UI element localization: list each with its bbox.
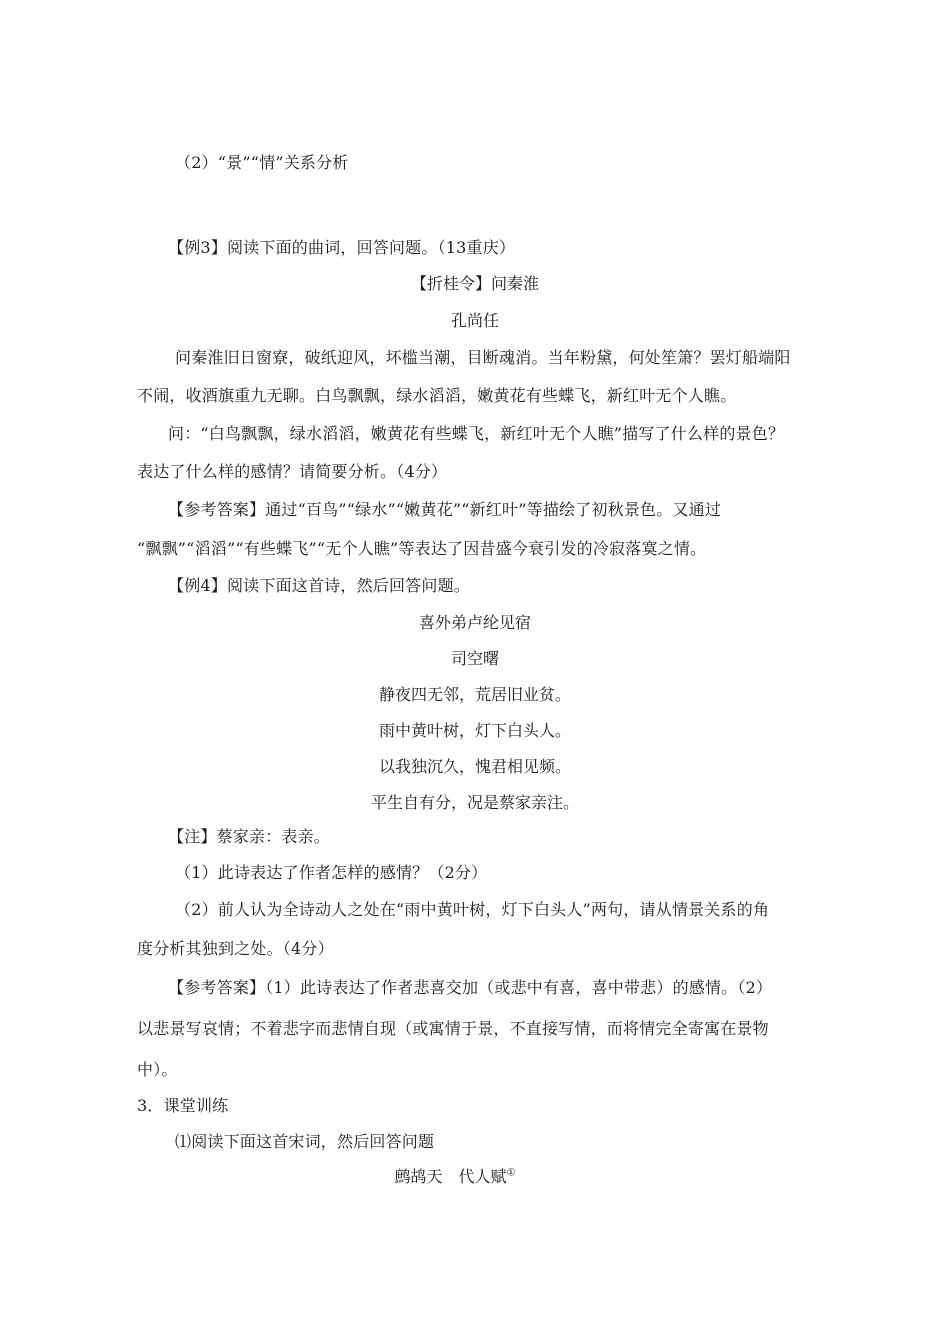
example4-question1: （1）此诗表达了作者怎样的感情？（2分） — [175, 863, 488, 882]
example3-author: 孔尚任 — [450, 311, 499, 330]
example4-intro: 【例4】阅读下面这首诗，然后回答问题。 — [168, 576, 470, 595]
example4-answer-line1: 【参考答案】（1）此诗表达了作者悲喜交加（或悲中有喜，喜中带悲）的感情。（2） — [168, 978, 773, 997]
example4-title: 喜外弟卢纶见宿 — [418, 613, 531, 632]
example3-answer-line2: “飘飘”“滔滔”“有些蝶飞”“无个人瞧”等表达了因昔盛今衰引发的冷寂落寞之情。 — [137, 539, 707, 558]
poem-title-text: 鹧鸪天 代人赋 — [394, 1167, 507, 1186]
example4-question2-line1: （2）前人认为全诗动人之处在“雨中黄叶树，灯下白头人”两句，请从情景关系的角 — [175, 900, 770, 919]
poem-line: 平生自有分，况是蔡家亲注。 — [370, 793, 579, 812]
footnote-marker: ① — [506, 1167, 516, 1179]
example3-intro: 【例3】阅读下面的曲词，回答问题。（13重庆） — [168, 238, 516, 257]
example3-answer-line1: 【参考答案】通过“百鸟”“绿水”“嫩黄花”“新红叶”等描绘了初秋景色。又通过 — [168, 500, 722, 519]
example3-question-line2: 表达了什么样的感情？请简要分析。（4分） — [137, 462, 448, 481]
example3-text-line1: 问秦淮旧日窗寮，破纸迎风，坏槛当潮，目断魂消。当年粉黛，何处笙箫？罢灯船端阳 — [175, 348, 791, 367]
section3-heading: 3．课堂训练 — [137, 1096, 229, 1115]
example4-answer-line3: 中）。 — [137, 1060, 178, 1079]
section3-item1: ⑴阅读下面这首宋词，然后回答问题 — [175, 1132, 435, 1151]
example4-answer-line2: 以悲景写哀情；不着悲字而悲情自现（或寓情于景，不直接写情，而将情完全寄寓在景物 — [137, 1019, 769, 1038]
poem-line: 以我独沉久，愧君相见频。 — [378, 757, 571, 776]
example4-author: 司空曙 — [450, 649, 499, 668]
example3-question-line1: 问：“白鸟飘飘，绿水滔滔，嫩黄花有些蝶飞，新红叶无个人瞧”描写了什么样的景色？ — [168, 424, 785, 443]
section-heading-2: （2）“景”“情”关系分析 — [175, 153, 349, 172]
poem-line: 静夜四无邻，荒居旧业贫。 — [378, 685, 571, 704]
example4-note: 【注】蔡家亲：表亲。 — [168, 827, 331, 846]
example3-text-line2: 不闹，收酒旗重九无聊。白鸟飘飘，绿水滔滔，嫩黄花有些蝶飞，新红叶无个人瞧。 — [137, 386, 737, 405]
poem-line: 雨中黄叶树，灯下白头人。 — [378, 721, 571, 740]
example4-question2-line2: 度分析其独到之处。（4分） — [137, 939, 334, 958]
example3-title: 【折桂令】问秦淮 — [410, 274, 539, 293]
section3-poem-title — [0, 1166, 930, 1188]
